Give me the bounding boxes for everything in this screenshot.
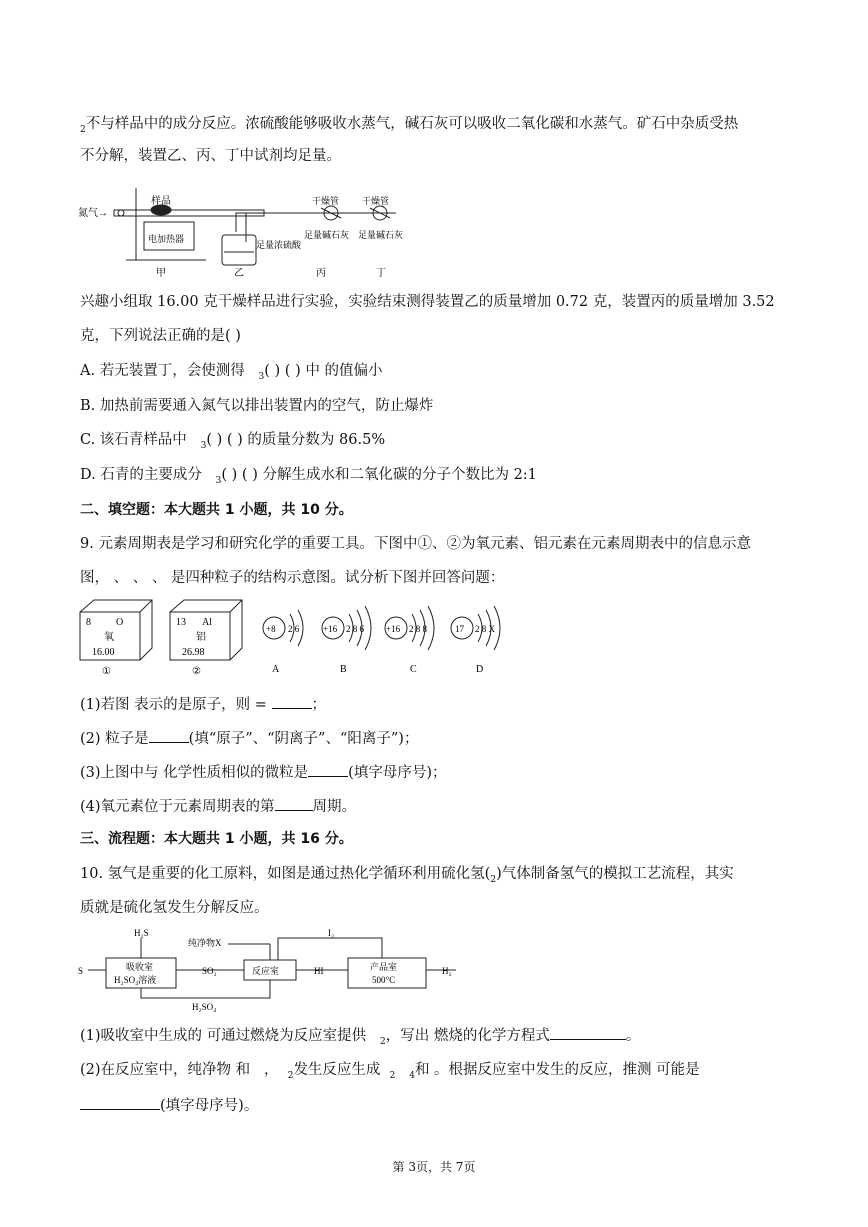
q10-2: (2)在反应室中，纯净物 和 ， $_2$发生反应生成 $_2$ $_4$和 。根据反应室中发生的反应，推测 可能是 (80, 1062, 700, 1081)
jia-label: 甲 (156, 268, 166, 279)
d-nucleus: 17 (455, 624, 464, 634)
absorb-label: 吸收室 (126, 962, 154, 972)
n2-label: 氮气→ (78, 208, 108, 219)
apparatus-figure (76, 180, 416, 280)
label-b: B (340, 664, 347, 675)
label-a: A (272, 664, 280, 675)
tube2-label: 干燥管 (362, 196, 390, 206)
alkali2-label: 足量碱石灰 (358, 230, 404, 240)
o-symbol: O (116, 617, 124, 628)
q10-3: (填字母序号)。 (80, 1095, 258, 1116)
b-nucleus: +16 (323, 624, 338, 634)
hi-label: HI (314, 966, 324, 976)
h2s-label: H₂S (134, 928, 149, 938)
h2so4-label: H₂SO₄ (192, 1002, 217, 1012)
q9-4: (4)氧元素位于元素周期表的第 周期。 (80, 796, 356, 817)
b-electrons: 2 8 6 (346, 624, 364, 634)
answer-blank[interactable] (275, 796, 313, 811)
i2-label: I₂ (328, 928, 335, 938)
answer-blank[interactable] (272, 694, 312, 709)
q9-3: (3)上图中与 化学性质相似的微粒是 (填字母序号)； (80, 762, 446, 783)
flow-diagram (78, 924, 468, 1012)
label-c: C (410, 664, 417, 675)
text-line: 克，下列说法正确的是( ) (80, 328, 241, 344)
alkali1-label: 足量碱石灰 (304, 230, 350, 240)
a-electrons: 2 6 (288, 624, 300, 634)
label-2: ② (192, 666, 201, 677)
acid-label: 足量浓硫酸 (256, 240, 302, 250)
text-line: 图， 、 、 、 是四种粒子的结构示意图。试分析下图并回答问题： (80, 570, 505, 586)
label-1: ① (102, 666, 111, 677)
ding-label: 丁 (376, 268, 386, 279)
answer-blank[interactable] (80, 1095, 160, 1110)
section-heading: 二、填空题：本大题共 1 小题，共 10 分。 (80, 502, 353, 518)
tube1-label: 干燥管 (312, 196, 340, 206)
section-heading: 三、流程题：本大题共 1 小题，共 16 分。 (80, 831, 353, 847)
text-line: $_2$不与样品中的成分反应。浓硫酸能够吸收水蒸气，碱石灰可以吸收二氧化碳和水蒸气。矿石中杂质受热 (80, 116, 739, 135)
text-line: 兴趣小组取 16.00 克干燥样品进行实验，实验结束测得装置乙的质量增加 0.72 克，装置丙的质量增加 3.52 (80, 294, 775, 310)
al-number: 13 (176, 617, 186, 628)
purex-label: 纯净物X (188, 938, 222, 948)
h2-label: H₂ (442, 966, 452, 976)
heater-label: 电加热器 (148, 234, 185, 244)
q10-intro: 10. 氢气是重要的化工原料，如图是通过热化学循环利用硫化氢$(_2)$气体制备氢气的模拟工艺流程，其实 (80, 866, 734, 885)
text-line: 质就是硫化氢发生分解反应。 (80, 900, 269, 916)
q10-1: (1)吸收室中生成的 可通过燃烧为反应室提供 $_2$，写出 燃烧的化学方程式 。 (80, 1025, 640, 1048)
text-line: 不分解，装置乙、丙、丁中试剂均足量。 (80, 148, 341, 164)
element-figure (78, 598, 518, 680)
answer-blank[interactable] (308, 762, 348, 777)
al-symbol: Al (202, 617, 212, 628)
label-d: D (476, 664, 484, 675)
answer-blank[interactable] (149, 728, 189, 743)
al-mass: 26.98 (182, 647, 205, 658)
text-line: 9. 元素周期表是学习和研究化学的重要工具。下图中①、②为氧元素、铝元素在元素周期表中的信息示意 (80, 536, 751, 552)
q9-1: (1)若图 表示的是原子，则 = ； (80, 694, 326, 715)
option-c: C. 该石青样品中 $_3$( ) ( ) 的质量分数为 86.5% (80, 432, 386, 451)
c-electrons: 2 8 8 (409, 624, 427, 634)
s-label: S (78, 966, 84, 976)
al-name: 铝 (196, 632, 206, 643)
option-b: B. 加热前需要通入氮气以排出装置内的空气，防止爆炸 (80, 398, 434, 414)
o-mass: 16.00 (92, 647, 115, 658)
q9-2: (2) 粒子是 (填“原子”、“阴离子”、“阳离子”)； (80, 728, 418, 749)
o-number: 8 (86, 617, 91, 628)
o-name: 氧 (104, 632, 114, 643)
option-a: A. 若无装置丁，会使测得 $_3$( ) ( ) 中 的值偏小 (80, 363, 383, 382)
answer-blank[interactable] (550, 1025, 626, 1040)
sample-label: 样品 (151, 196, 171, 207)
reactor-label: 反应室 (252, 966, 280, 976)
d-electrons: 2 8 X (475, 624, 495, 634)
option-d: D. 石青的主要成分 $_3$( ) ( ) 分解生成水和二氧化碳的分子个数比为 2:1 (80, 467, 537, 486)
yi-label: 乙 (234, 268, 244, 279)
a-nucleus: +8 (266, 624, 276, 634)
c-nucleus: +16 (386, 624, 401, 634)
bing-label: 丙 (316, 268, 326, 279)
so2-label: SO₂ (202, 966, 217, 976)
page-footer: 第 3页，共 7页 (392, 1160, 476, 1174)
product-label: 产品室 (370, 962, 398, 972)
absorb-solution: H₂SO₄溶液 (114, 975, 157, 985)
temp-label: 500°C (372, 975, 396, 985)
